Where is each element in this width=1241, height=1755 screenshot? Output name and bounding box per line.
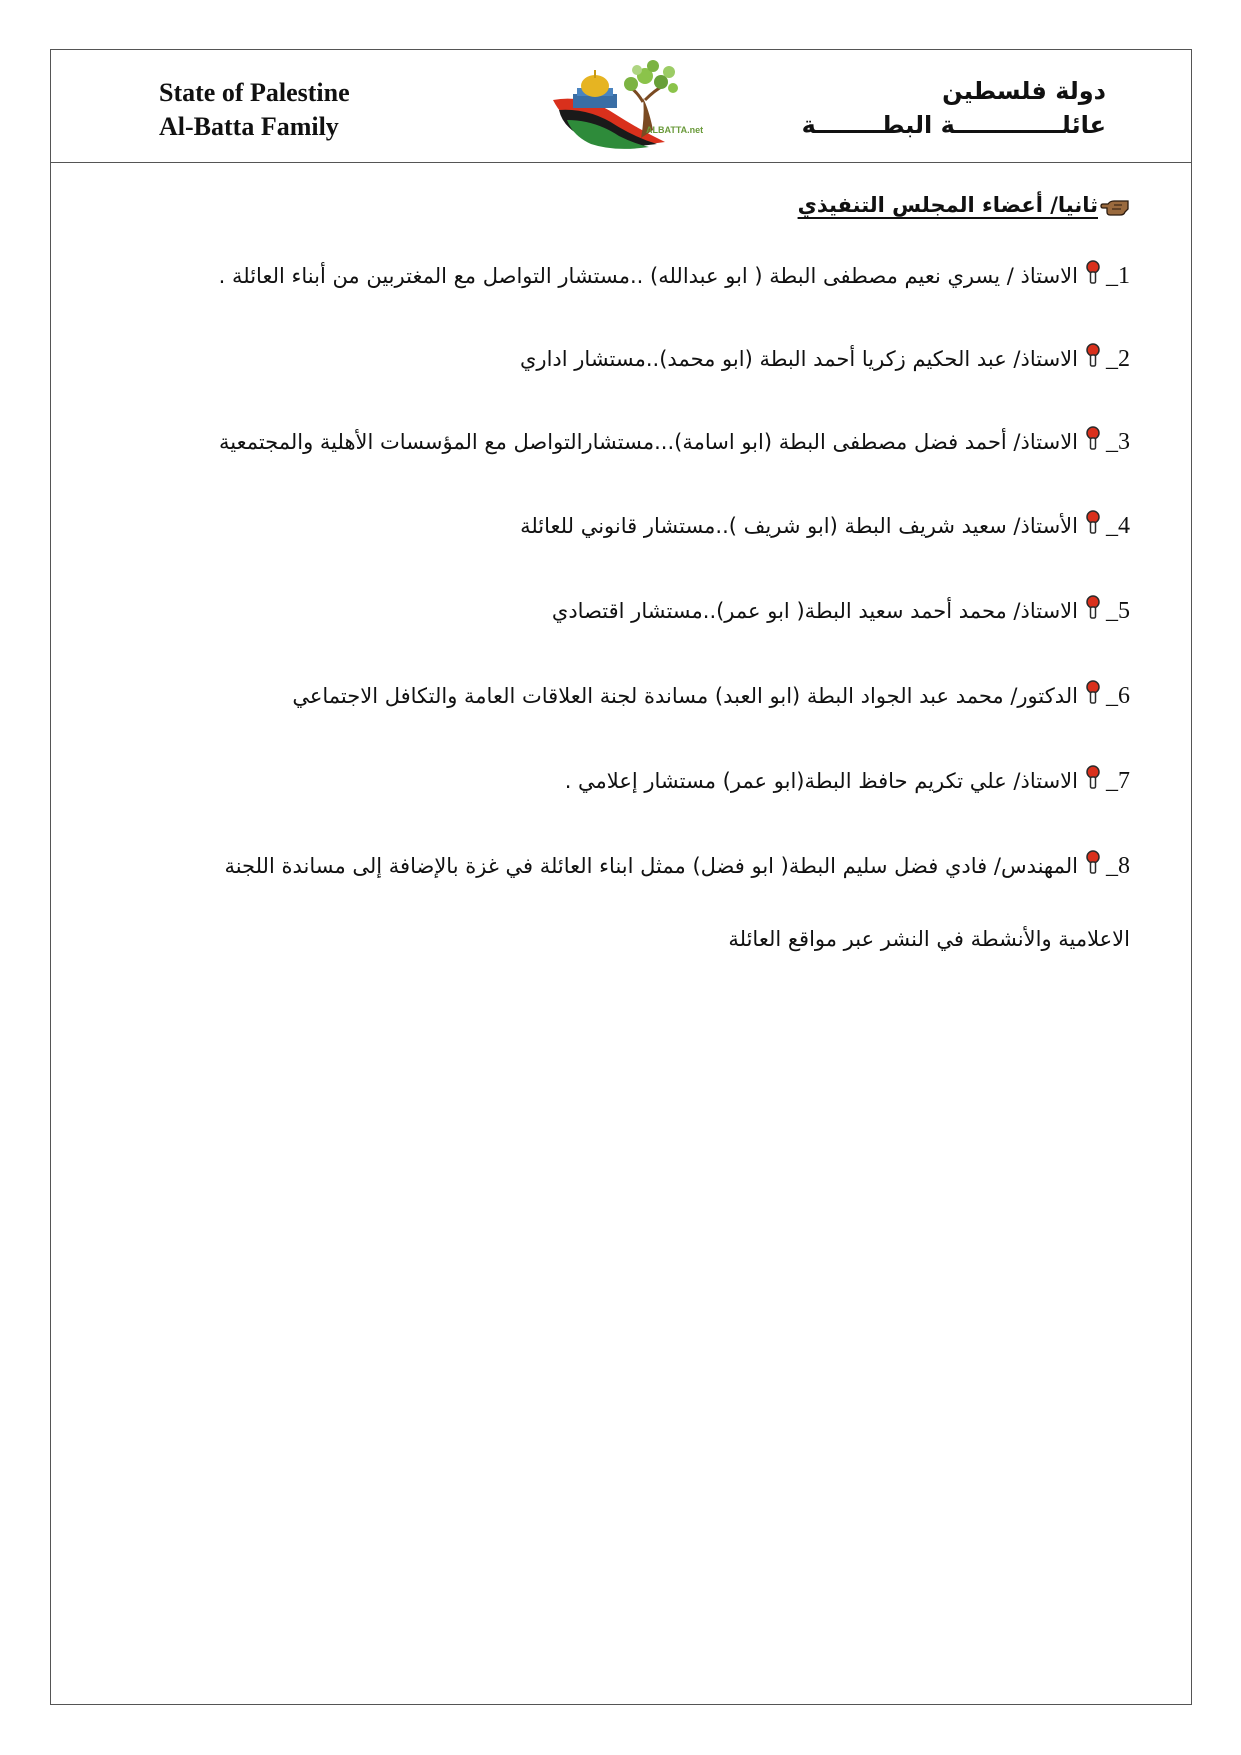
list-item xyxy=(150,343,1130,377)
item-number: 8_ xyxy=(1106,853,1130,879)
item-number: 3_ xyxy=(1106,429,1130,455)
list-item xyxy=(150,426,1130,460)
list-item xyxy=(150,765,1130,799)
member-text-continuation: الاعلامية والأنشطة في النشر عبر مواقع العائلة xyxy=(728,927,1130,951)
item-number: 4_ xyxy=(1106,513,1130,539)
pushpin-icon xyxy=(1086,765,1100,799)
item-number: 5_ xyxy=(1106,598,1130,624)
item-number: 6_ xyxy=(1106,683,1130,709)
member-text: الاستاذ/ عبد الحكيم زكريا أحمد البطة (ابو محمد)..مستشار اداري xyxy=(520,347,1078,371)
member-text: الاستاذ/ علي تكريم حافظ البطة(ابو عمر) مستشار إعلامي . xyxy=(564,769,1078,793)
family-name-en: Al-Batta Family xyxy=(159,112,339,141)
country-name-en: State of Palestine xyxy=(159,78,350,107)
member-text: الأستاذ/ سعيد شريف البطة (ابو شريف )..مستشار قانوني للعائلة xyxy=(520,514,1078,538)
list-item xyxy=(150,680,1130,714)
member-text: المهندس/ فادي فضل سليم البطة( ابو فضل) ممثل ابناء العائلة في غزة بالإضافة إلى مساندة اللجنة xyxy=(224,854,1078,878)
logo-caption: ALBATTA.net xyxy=(646,125,704,135)
pushpin-icon xyxy=(1086,850,1100,884)
list-item xyxy=(150,595,1130,629)
list-item xyxy=(150,850,1130,884)
section-heading-row xyxy=(798,190,1130,221)
letterhead-english xyxy=(159,76,350,144)
member-text: الاستاذ/ محمد أحمد سعيد البطة( ابو عمر)..مستشار اقتصادي xyxy=(551,599,1078,623)
pushpin-icon xyxy=(1086,595,1100,629)
list-item xyxy=(150,260,1130,294)
family-name-ar: عائلـــــــــــــة البطــــــــة xyxy=(801,111,1106,139)
pushpin-icon xyxy=(1086,343,1100,377)
section-heading: ثانيا/ أعضاء المجلس التنفيذي xyxy=(797,193,1098,217)
member-text: الدكتور/ محمد عبد الجواد البطة (ابو العبد) مساندة لجنة العلاقات العامة والتكافل الاجتماعي xyxy=(292,684,1078,708)
country-name-ar: دولة فلسطين xyxy=(942,77,1106,105)
item-number: 1_ xyxy=(1106,263,1130,289)
item-number: 7_ xyxy=(1106,768,1130,794)
pushpin-icon xyxy=(1086,680,1100,714)
member-text: الاستاذ/ أحمد فضل مصطفى البطة (ابو اسامة)...مستشارالتواصل مع المؤسسات الأهلية والمجتمعية xyxy=(218,430,1078,454)
pushpin-icon xyxy=(1086,426,1100,460)
pushpin-icon xyxy=(1086,510,1100,544)
letterhead xyxy=(51,50,1191,163)
member-text: الاستاذ / يسري نعيم مصطفى البطة ( ابو عبدالله) ..مستشار التواصل مع المغتربين من أبناء العائلة . xyxy=(218,264,1078,288)
item-number: 2_ xyxy=(1106,346,1130,372)
list-item xyxy=(150,510,1130,544)
pushpin-icon xyxy=(1086,260,1100,294)
albatta-logo-icon xyxy=(545,58,695,154)
pointing-hand-icon xyxy=(1100,195,1130,221)
letterhead-arabic xyxy=(802,74,1106,142)
